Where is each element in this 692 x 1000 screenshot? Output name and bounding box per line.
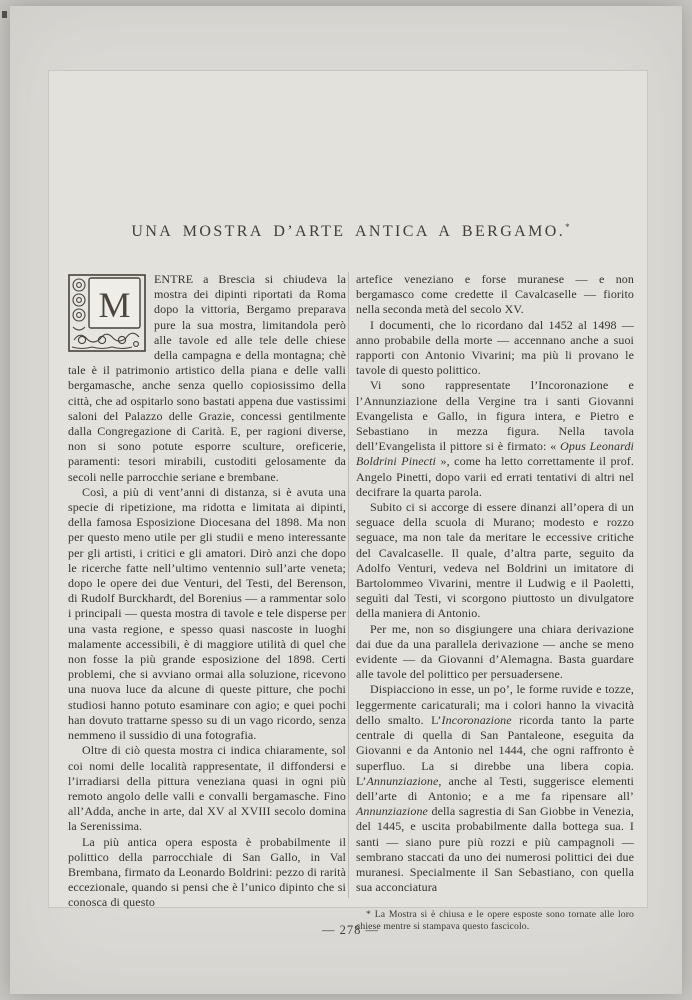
paragraph [68,485,346,743]
text-run: ENTRE a Brescia si chiudeva la mostra dei dipinti riportati da Roma dopo la vittoria, Bergamo preparava pure la sua mostra, limitandola però alle tavole ed alle tele delle chiese della campagna e della montagna; chè tale è il patrimonio artistico della piana e delle valli bergamasche, anche senza quello copiosissimo della città, che ad ospitarlo sono bastati appena due vastissimi saloni del Palazzo delle Grazie, concessi gentilmente dalla Congregazione di Carità. E, per ragioni diverse, non si sono potute esporre sculture, oreficerie, paramenti: tesori mirabili, custoditi gelosamente da secoli nelle parrocchie seriane e brembane. [68,272,346,484]
page-number: — 278 — [322,923,379,937]
text-run: La più antica opera esposta è probabilmente il polittico della parrocchiale di San Gallo, in Val Brembana, firmato da Leonardo Boldrini: pezzo di rarità eccezionale, quando si pensi che è l’unico dipinto che si conosca di questo [68,834,346,910]
paragraph [356,318,634,379]
page [10,6,682,994]
article-title [68,222,633,241]
paragraph [356,378,634,500]
italic-text-run: Annunziazione [356,804,428,819]
paragraph [68,743,346,834]
text-run: I documenti, che lo ricordano dal 1452 al 1498 — anno probabile della morte — accennano anche a suoi rapporti con Antonio Vivarini; ma più li provano le tavole di questo polittico. [356,317,634,378]
text-run: », come ha letto correttamente il prof. Angelo Pinetti, dopo varii ed errati tentativi di altri nel decifrare la quarta parola. [356,454,634,499]
article-title-text: UNA MOSTRA D’ARTE ANTICA A BERGAMO. [131,223,566,240]
text-run: artefice veneziano e forse muranese — e non bergamasco come credette il Cavalcaselle — fiorito nella seconda metà del secolo XV. [356,272,634,317]
text-run: Subito ci si accorge di essere dinanzi all’opera di un seguace della scuola di Murano; modesto e rozzo seguace, ma non tale da meritare le eccessive critiche del Cavalcaselle. Il quale, d’altra parte, seguito da Adolfo Venturi, vedeva nel Boldrini un imitatore di Bartolommeo Vivarini, mentre il Ludwig e il Paoletti, seguìti dal Testi, vi scorgono piuttosto un divulgatore della maniera di Antonio. [356,500,634,621]
paragraph [68,272,346,485]
text-run: ricorda tanto la parte centrale di quella di San Pantaleone, eseguita da Giovanni e da Antonio nel 1444, che ogni raffronto è superfluo. La si direbbe una libera copia. L’ [356,712,634,788]
text-run: Oltre di ciò questa mostra ci indica chiaramente, sol coi nomi delle località rappresentate, il diffondersi e l’irradiarsi della pittura veneziana quasi in ogni più remoto angolo delle valli e convalli bergamasche. Fino all’Adda, anche in arte, dal XV al XVIII secolo domina la Serenissima. [68,743,346,834]
paragraph [356,272,634,318]
italic-text-run: Opus Leonardi Boldrini Pinecti [356,439,634,469]
text-run: Così, a più di vent’anni di distanza, si è avuta una specie di ripetizione, ma ridotta e limitata ai dipinti, della famosa Esposizione Diocesana del 1898. Ma non per questo meno utile per gli studii e meno interessante per gli artisti, i critici e gli amatori. Dirò anzi che dopo le ricerche fatte nell’ultimo ventennio sull’arte veneta; dopo le opere dei due Venturi, del Testi, del Berenson, di Rudolf Burckhardt, del Borenius — a rammentar solo i principali — questa mostra di tavole e tele disperse per una vasta regione, e spesso quasi nascoste in luoghi malamente accessibili, è di maggiore utilità di quel che non fosse la più grande esposizione del 1898. Certi problemi, che si avviano ormai alla soluzione, ricevono una nuova luce da alcune di queste pitture, che pochi studiosi hanno potuto esaminare con agio; e quei pochi han dovuto trattarne spesso su di un vago ricordo, senza nemmeno il sussidio di una fotografia. [68,484,346,743]
paragraph [356,682,634,895]
text-run: , anche al Testi, suggerisce elementi dell’arte di Antonio; e a me fa ripensare all’ [356,773,634,803]
text-column-left [68,272,346,910]
text-run: Per me, non so disgiungere una chiara derivazione dai due da una parallela derivazione — anche se meno evidente — da Giovanni d’Alemagna. Basta guardare alle tavole del polittico per persuadersene. [356,621,634,682]
column-divider [348,272,349,898]
italic-text-run: Annunziazione [366,773,439,788]
text-column-right [356,272,634,932]
paragraph [356,622,634,683]
drop-cap-letter: M [98,285,131,325]
text-run: della sagrestia di San Giobbe in Venezia, del 1445, e uscita probabilmente dalla bottega sua. I santi — siano pure più rozzi e più campagnoli — sembrano staccati da uno dei numerosi polittici dei due muranesi. Specialmente il San Sebastiano, con quella sua acconciatura [356,804,634,895]
text-run: Vi sono rappresentate l’Incoronazione e l’Annunziazione della Vergine tra i santi Giovanni Evangelista e Gallo, in figura intera, e Pietro e Sebastiano in mezza figura. Nella tavola dell’Evangelista il pittore si è firmato: « [356,378,634,454]
paragraph [356,500,634,622]
ornamental-drop-cap-block [68,274,146,352]
text-run: Dispiacciono in esse, un po’, le forme ruvide e tozze, leggermente caricaturali; ma i colori hanno la vivacità dello smalto. L’ [356,682,634,727]
footnote-marker: * [565,222,570,232]
italic-text-run: Incoronazione [441,712,512,727]
scan-artifact [2,11,7,18]
footnote: * La Mostra si è chiusa e le opere esposte sono tornate alle loro chiese mentre si stampava questo fascicolo. [356,909,634,932]
paragraph [68,835,346,911]
